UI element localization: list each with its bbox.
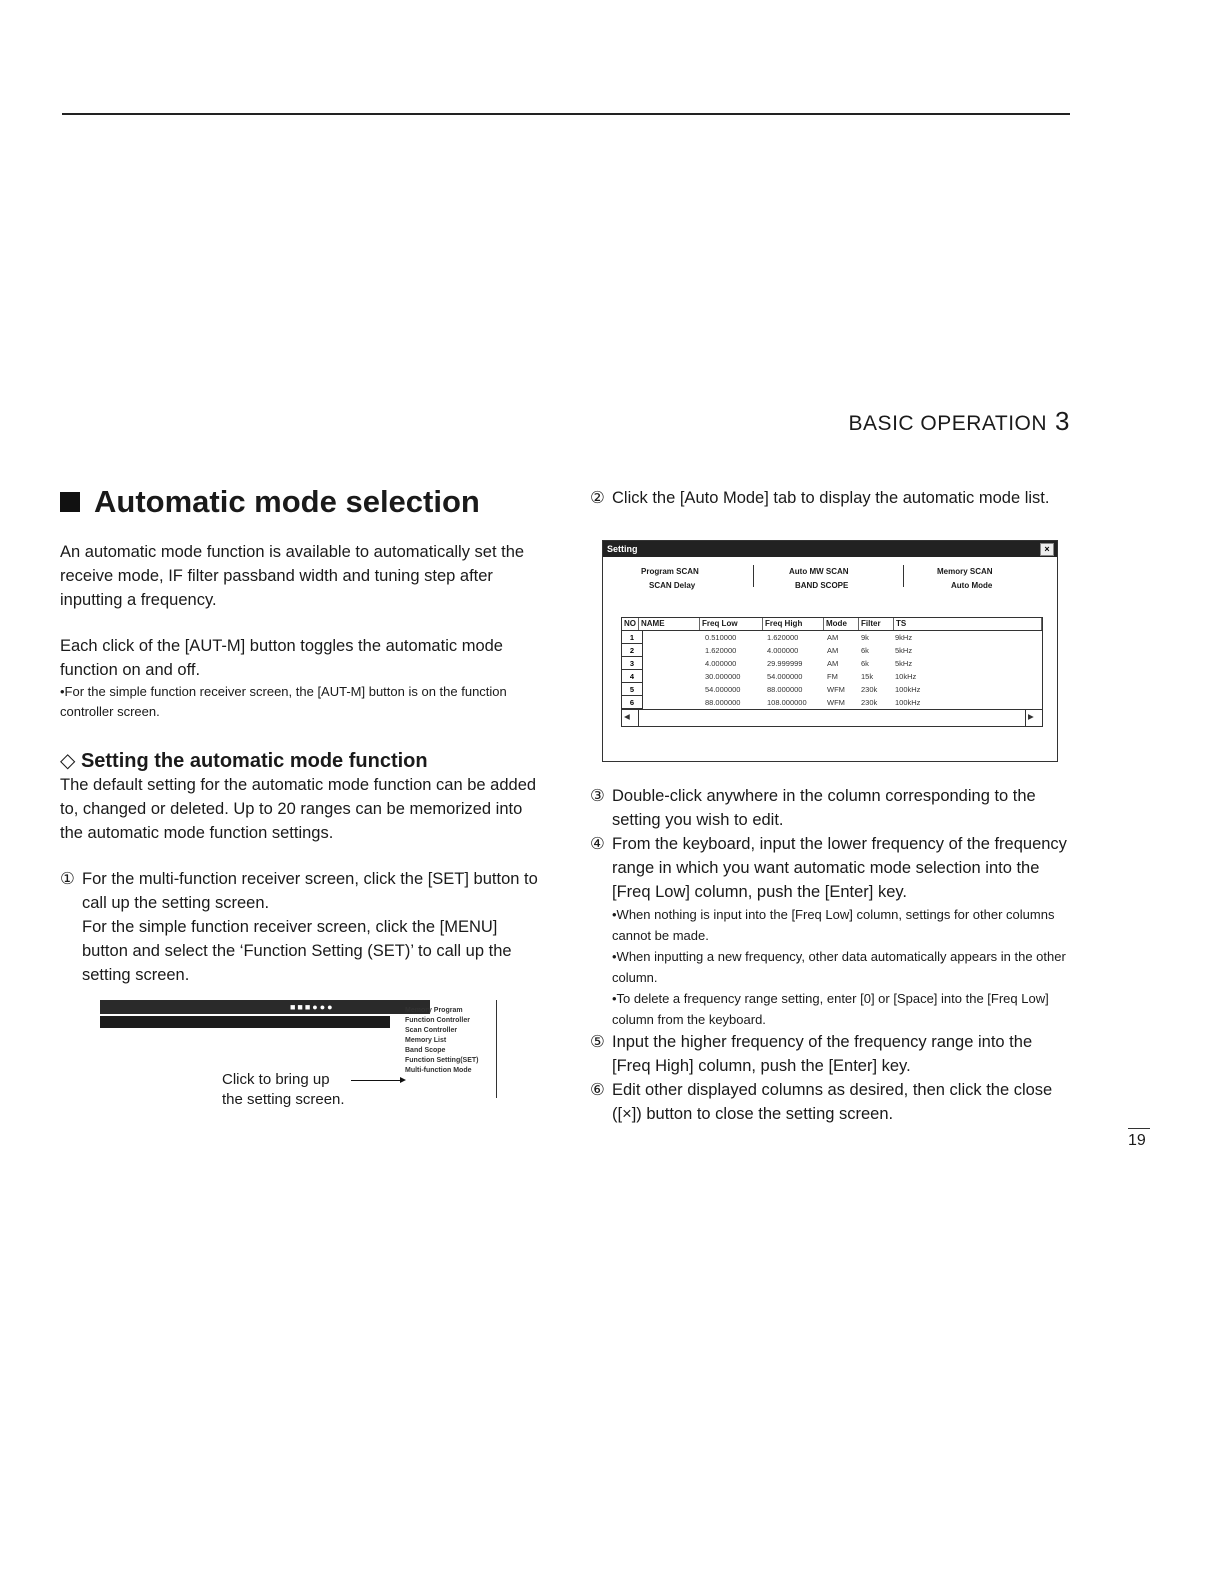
close-button[interactable]: × — [1040, 543, 1054, 556]
auto-mode-table — [621, 617, 1043, 727]
menu-item[interactable]: Function Controller — [405, 1017, 470, 1024]
cell-freq-low[interactable]: 4.000000 — [705, 659, 737, 668]
scroll-left-icon[interactable]: ◀ — [622, 710, 639, 726]
menu-item[interactable]: Band Scope — [405, 1047, 446, 1054]
toolbar-bar-secondary — [100, 1016, 390, 1028]
chapter-header — [849, 406, 1070, 437]
step-number: ② — [590, 489, 605, 507]
note-bullet: •To delete a frequency range setting, enter [0] or [Space] into the [Freq Low] column from the keyboard. — [612, 991, 1049, 1027]
square-bullet-icon — [60, 492, 80, 512]
window-title: Setting — [607, 544, 638, 554]
step-text: From the keyboard, input the lower frequency of the frequency range in which you want automatic mode selection into the [Freq Low] column, push the [Enter] key. — [612, 835, 1067, 901]
header-rule — [62, 113, 1070, 115]
tab-program-scan[interactable]: Program SCAN — [641, 567, 699, 576]
row-number: 6 — [622, 696, 643, 709]
cell-freq-high[interactable]: 108.000000 — [767, 698, 807, 707]
left-column — [60, 484, 540, 987]
step-text: Input the higher frequency of the frequency range into the [Freq High] column, push the [Enter] key. — [612, 1033, 1033, 1075]
tab-auto-mode[interactable]: Auto Mode — [951, 581, 993, 590]
subsection-paragraph: The default setting for the automatic mode function can be added to, changed or deleted. Up to 20 ranges can be memorized into the automatic mode function settings. — [60, 776, 537, 842]
table-header — [622, 618, 1042, 631]
toggle-note: •For the simple function receiver screen, the [AUT-M] button is on the function controller screen. — [60, 684, 507, 719]
step-6 — [590, 1078, 1072, 1126]
cell-filter[interactable]: 9k — [861, 633, 869, 642]
note-bullet: •When inputting a new frequency, other data automatically appears in the other column. — [612, 949, 1066, 985]
step-number: ③ — [590, 787, 605, 805]
scroll-right-icon[interactable]: ▶ — [1025, 710, 1042, 726]
cell-freq-low[interactable]: 88.000000 — [705, 698, 741, 707]
table-row[interactable] — [622, 631, 1042, 644]
step-1 — [60, 867, 540, 987]
right-column — [590, 486, 1072, 510]
table-row[interactable] — [622, 683, 1042, 696]
subsection-title: ◇ Setting the automatic mode function — [60, 750, 428, 772]
cell-filter[interactable]: 6k — [861, 646, 869, 655]
col-mode[interactable]: Mode — [824, 618, 859, 630]
cell-filter[interactable]: 15k — [861, 672, 874, 681]
col-no[interactable]: NO — [622, 618, 639, 630]
menu-item[interactable]: Multi-function Mode — [405, 1067, 472, 1074]
cell-freq-low[interactable]: 30.000000 — [705, 672, 741, 681]
step-3 — [590, 784, 1072, 832]
table-row[interactable] — [622, 644, 1042, 657]
row-number: 2 — [622, 644, 643, 657]
arrow-head-icon — [400, 1077, 406, 1083]
menu-item[interactable]: Scan Controller — [405, 1027, 458, 1034]
table-row[interactable] — [622, 657, 1042, 670]
table-row[interactable] — [622, 696, 1042, 709]
cell-freq-low[interactable]: 1.620000 — [705, 646, 737, 655]
cell-ts[interactable]: 10kHz — [895, 672, 917, 681]
cell-freq-high[interactable]: 88.000000 — [767, 685, 803, 694]
row-number: 4 — [622, 670, 643, 683]
tab-scan-delay[interactable]: SCAN Delay — [649, 581, 696, 590]
tab-bar — [603, 557, 1057, 613]
step-extra-text: For the simple function receiver screen, click the [MENU] button and select the ‘Function Setting (SET)’ to call up the setting screen. — [82, 918, 512, 984]
cell-mode[interactable]: AM — [827, 646, 839, 655]
cell-mode[interactable]: AM — [827, 633, 839, 642]
col-freq-low[interactable]: Freq Low — [700, 618, 763, 630]
cell-mode[interactable]: WFM — [827, 698, 845, 707]
step-number: ⑤ — [590, 1033, 605, 1051]
window-titlebar — [603, 541, 1057, 557]
caption-arrow — [351, 1080, 403, 1081]
cell-ts[interactable]: 5kHz — [895, 659, 913, 668]
row-number: 5 — [622, 683, 643, 696]
page-number-rule — [1128, 1128, 1150, 1129]
cell-ts[interactable]: 5kHz — [895, 646, 913, 655]
toggle-paragraph: Each click of the [AUT-M] button toggles the automatic mode function on and off. — [60, 637, 503, 679]
section-title-text: Automatic mode selection — [94, 484, 480, 519]
figure-divider — [496, 1000, 497, 1098]
menu-item-function-setting[interactable]: Function Setting(SET) — [405, 1057, 479, 1064]
table-row[interactable] — [622, 670, 1042, 683]
step-number: ⑥ — [590, 1081, 605, 1099]
step-text: Edit other displayed columns as desired, then click the close ([×]) button to close the setting screen. — [612, 1081, 1053, 1123]
toolbar-buttons-icon: ■■■●●● — [290, 1002, 335, 1012]
cell-freq-low[interactable]: 54.000000 — [705, 685, 741, 694]
menu-item[interactable]: Memory Program — [405, 1007, 463, 1014]
cell-ts[interactable]: 100kHz — [895, 698, 921, 707]
cell-mode[interactable]: AM — [827, 659, 839, 668]
section-title — [60, 484, 540, 520]
cell-freq-low[interactable]: 0.510000 — [705, 633, 737, 642]
cell-mode[interactable]: WFM — [827, 685, 845, 694]
cell-freq-high[interactable]: 1.620000 — [767, 633, 799, 642]
cell-ts[interactable]: 100kHz — [895, 685, 921, 694]
step-5 — [590, 1030, 1072, 1078]
toolbar-figure — [100, 1000, 500, 1108]
tab-memory-scan[interactable]: Memory SCAN — [937, 567, 993, 576]
right-column-steps — [590, 784, 1072, 1126]
chapter-number: 3 — [1055, 406, 1070, 436]
cell-ts[interactable]: 9kHz — [895, 633, 913, 642]
horizontal-scrollbar[interactable] — [622, 709, 1042, 726]
step-number: ① — [60, 870, 75, 888]
setting-window — [602, 540, 1058, 762]
row-number: 3 — [622, 657, 643, 670]
col-freq-high[interactable]: Freq High — [763, 618, 824, 630]
chapter-title: BASIC OPERATION — [848, 412, 1048, 435]
cell-freq-high[interactable]: 4.000000 — [767, 646, 799, 655]
col-filter[interactable]: Filter — [859, 618, 894, 630]
page-number: 19 — [1128, 1132, 1146, 1149]
step-number: ④ — [590, 835, 605, 853]
row-number: 1 — [622, 631, 643, 644]
cell-filter[interactable]: 230k — [861, 698, 878, 707]
tab-auto-mw-scan[interactable]: Auto MW SCAN — [789, 567, 849, 576]
cell-filter[interactable]: 6k — [861, 659, 869, 668]
figure-caption: Click to bring up the setting screen. — [222, 1071, 345, 1108]
note-bullet: •When nothing is input into the [Freq Low] column, settings for other columns cannot be made. — [612, 907, 1055, 943]
cell-mode[interactable]: FM — [827, 672, 838, 681]
step-4 — [590, 832, 1072, 904]
col-ts[interactable]: TS — [894, 618, 1042, 630]
cell-freq-high[interactable]: 54.000000 — [767, 672, 803, 681]
cell-filter[interactable]: 230k — [861, 685, 878, 694]
function-menu — [405, 1006, 479, 1076]
tab-band-scope[interactable]: BAND SCOPE — [795, 581, 849, 590]
cell-freq-high[interactable]: 29.999999 — [767, 659, 803, 668]
step-text: Double-click anywhere in the column corresponding to the setting you wish to edit. — [612, 787, 1036, 829]
menu-item[interactable]: Memory List — [405, 1037, 447, 1044]
toolbar-bar — [100, 1000, 430, 1014]
step-text: Click the [Auto Mode] tab to display the automatic mode list. — [612, 489, 1050, 507]
col-name[interactable]: NAME — [639, 618, 700, 630]
step-2 — [590, 486, 1072, 510]
step-text: For the multi-function receiver screen, click the [SET] button to call up the setting screen. — [82, 870, 538, 912]
intro-paragraph: An automatic mode function is available to automatically set the receive mode, IF filter passband width and tuning step after inputting a frequency. — [60, 543, 525, 609]
